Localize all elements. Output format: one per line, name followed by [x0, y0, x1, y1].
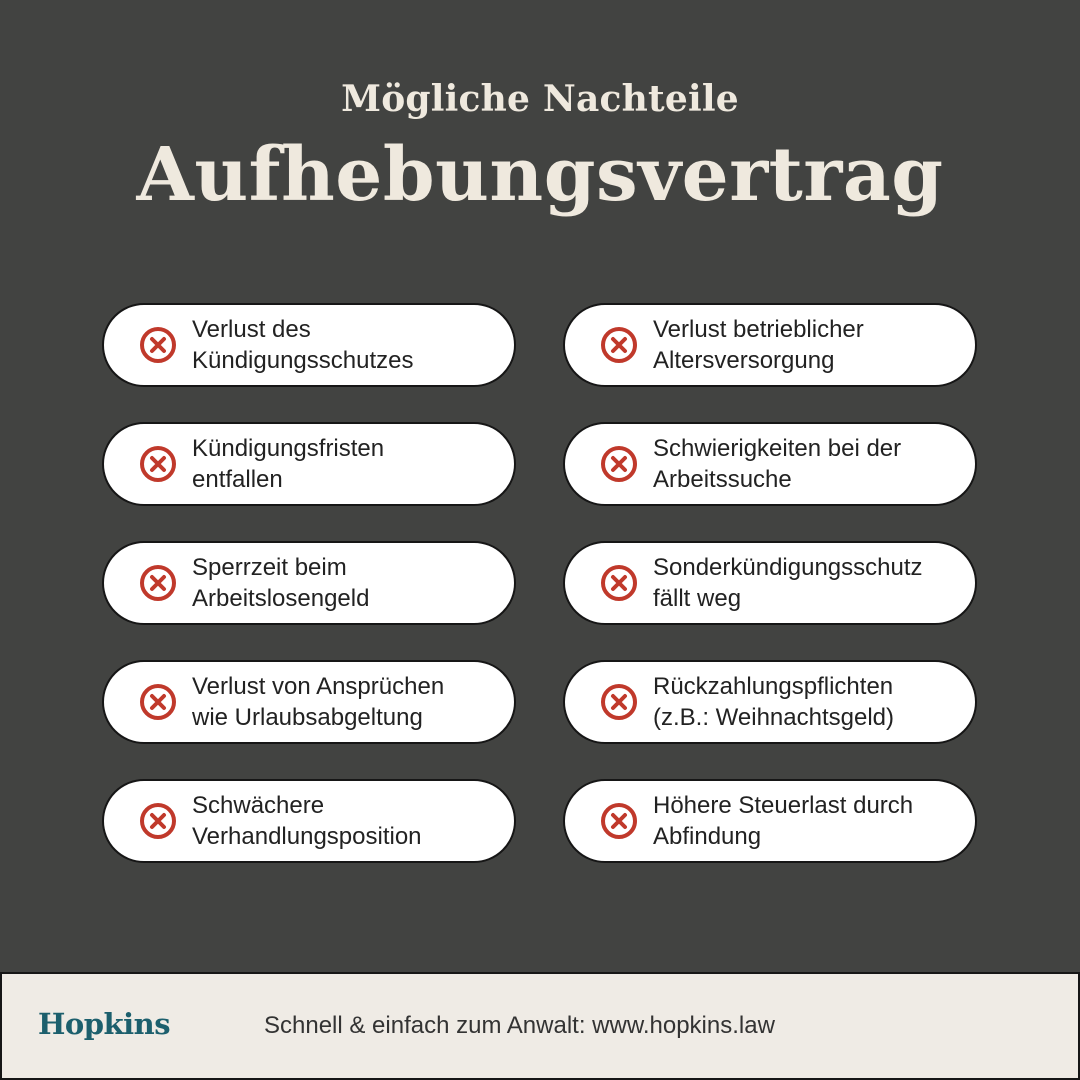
x-circle-icon: [600, 802, 638, 840]
disadvantage-item: [102, 303, 516, 387]
x-circle-icon: [600, 683, 638, 721]
disadvantage-label: Sperrzeit beim Arbeitslosengeld: [192, 554, 370, 612]
disadvantage-item: [563, 779, 977, 863]
x-circle-icon: [139, 564, 177, 602]
disadvantage-item: [563, 541, 977, 625]
disadvantage-item: [563, 660, 977, 744]
disadvantage-item: [102, 541, 516, 625]
disadvantage-label: Verlust betrieblicher Altersversorgung: [653, 316, 864, 374]
x-circle-icon: [600, 445, 638, 483]
disadvantage-label: Höhere Steuerlast durch Abfindung: [653, 792, 914, 850]
disadvantage-item: [563, 303, 977, 387]
disadvantage-label: Sonderkündigungsschutz fällt weg: [653, 554, 923, 612]
footer-tagline: Schnell & einfach zum Anwalt: www.hopkins.law: [264, 1012, 775, 1039]
disadvantages-grid: [102, 303, 977, 863]
x-circle-icon: [139, 326, 177, 364]
disadvantage-label: Rückzahlungspflichten (z.B.: Weihnachtsgeld): [653, 673, 894, 731]
x-circle-icon: [139, 802, 177, 840]
disadvantage-label: Kündigungsfristen entfallen: [192, 435, 385, 493]
disadvantage-label: Verlust von Ansprüchen wie Urlaubsabgeltung: [192, 673, 445, 731]
x-circle-icon: [600, 326, 638, 364]
disadvantage-item: [102, 660, 516, 744]
disadvantage-item: [563, 422, 977, 506]
disadvantage-label: Schwächere Verhandlungsposition: [192, 792, 422, 850]
disadvantage-label: Schwierigkeiten bei der Arbeitssuche: [653, 435, 902, 493]
page-subtitle: Mögliche Nachteile: [341, 78, 739, 120]
x-circle-icon: [139, 683, 177, 721]
disadvantage-label: Verlust des Kündigungsschutzes: [192, 316, 414, 374]
hopkins-logo[interactable]: Hopkins: [38, 1007, 171, 1041]
disadvantage-item: [102, 779, 516, 863]
x-circle-icon: [600, 564, 638, 602]
footer-bar: [0, 972, 1080, 1080]
x-circle-icon: [139, 445, 177, 483]
disadvantage-item: [102, 422, 516, 506]
page-title: Aufhebungsvertrag: [136, 132, 944, 218]
